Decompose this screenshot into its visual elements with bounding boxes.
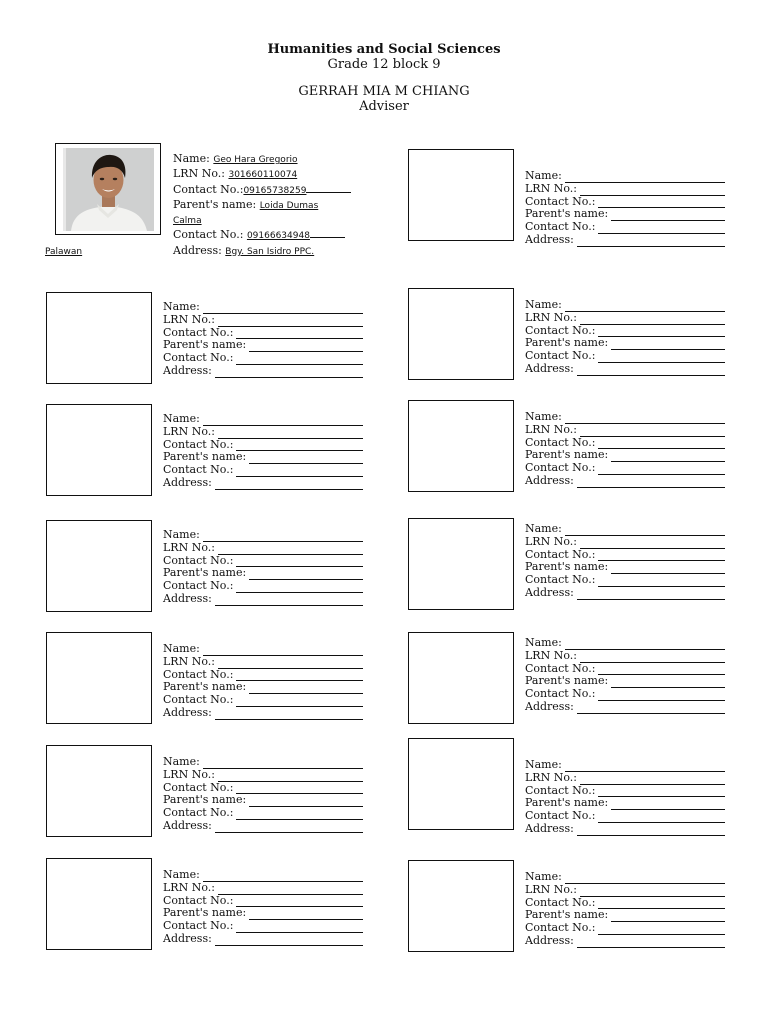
student-info-fields: [163, 413, 363, 490]
lrn-row: [163, 769, 363, 782]
name-row: [525, 170, 725, 183]
contact-label: Contact No.:: [163, 667, 234, 681]
address-blank-line[interactable]: [577, 704, 725, 714]
photo-placeholder: [408, 632, 514, 724]
parent-contact-blank-line[interactable]: [236, 355, 363, 365]
name-label: Name:: [163, 412, 200, 425]
address-row: [163, 707, 363, 720]
student-card-empty: [408, 632, 738, 732]
lrn-blank-line[interactable]: [580, 887, 725, 897]
lrn-row: [525, 312, 725, 325]
parent-blank-line[interactable]: [611, 340, 725, 350]
student-card-empty: [46, 632, 376, 732]
student-portrait-image: [63, 148, 154, 231]
parent-blank-line[interactable]: [249, 910, 363, 920]
lrn-blank-line[interactable]: [218, 659, 363, 669]
parent-contact-label: Contact No.:: [525, 220, 596, 234]
parent-contact-blank-line[interactable]: [236, 923, 363, 933]
contact-label: Contact No.:: [525, 435, 596, 449]
name-label: Name:: [163, 755, 200, 768]
lrn-row: [173, 167, 373, 182]
parent-contact-underline: [310, 229, 345, 238]
address-blank-line[interactable]: [215, 936, 363, 946]
contact-label: Contact No.:: [525, 323, 596, 337]
address-blank-line[interactable]: [215, 596, 363, 606]
parent-contact-blank-line[interactable]: [236, 467, 363, 477]
contact-blank-line[interactable]: [598, 439, 725, 449]
contact-label: Contact No.:: [525, 194, 596, 208]
parent-contact-label: Contact No.:: [525, 573, 596, 587]
address-label: Address:: [525, 933, 574, 947]
grade-heading: Grade 12 block 9: [327, 57, 441, 72]
address-row: [163, 365, 363, 378]
lrn-row: [163, 314, 363, 327]
parent-contact-blank-line[interactable]: [598, 465, 725, 475]
address-row: [163, 820, 363, 833]
name-blank-line[interactable]: [565, 414, 725, 424]
parent-contact-blank-line[interactable]: [236, 697, 363, 707]
address-row: [163, 593, 363, 606]
lrn-row: [163, 542, 363, 555]
name-row: [163, 301, 363, 314]
name-row: [525, 411, 725, 424]
lrn-row: [525, 772, 725, 785]
parent-contact-label: Contact No.:: [525, 809, 596, 823]
student-info: [173, 152, 373, 259]
student-card-empty: [408, 860, 738, 960]
address-row: [525, 475, 725, 488]
lrn-blank-line[interactable]: [580, 775, 725, 785]
parent-contact-label: Contact No.:: [525, 349, 596, 363]
lrn-label: LRN No.:: [525, 181, 577, 195]
student-info-fields: [163, 869, 363, 946]
name-blank-line[interactable]: [565, 640, 725, 650]
parent-blank-line[interactable]: [611, 912, 725, 922]
name-row: [525, 299, 725, 312]
contact-blank-line[interactable]: [598, 551, 725, 561]
address-row: [525, 701, 725, 714]
address-label: Address:: [163, 818, 212, 832]
parent-contact-blank-line[interactable]: [598, 224, 725, 234]
student-info-fields: [525, 411, 725, 488]
contact-blank-line[interactable]: [598, 899, 725, 909]
parent-contact-label: Contact No.:: [163, 919, 234, 933]
parent-label: Parent's name:: [525, 448, 609, 462]
lrn-label: LRN No.:: [163, 312, 215, 326]
lrn-label: LRN No.:: [163, 880, 215, 894]
name-blank-line[interactable]: [203, 872, 363, 882]
lrn-label: LRN No.:: [525, 770, 577, 784]
photo-placeholder: [408, 288, 514, 380]
parent-contact-blank-line[interactable]: [598, 577, 725, 587]
address-row: [163, 477, 363, 490]
student-info-fields: [163, 529, 363, 606]
student-card-empty: [46, 292, 376, 392]
student-info-fields: [525, 871, 725, 948]
parent-blank-line[interactable]: [611, 678, 725, 688]
address-label: Address:: [525, 821, 574, 835]
address-value-2: Palawan: [45, 247, 83, 257]
address-label: Address:: [163, 475, 212, 489]
lrn-blank-line[interactable]: [580, 653, 725, 663]
name-row: [163, 869, 363, 882]
lrn-label: LRN No.:: [525, 648, 577, 662]
name-label: Name:: [525, 298, 562, 311]
student-card-empty: [408, 149, 738, 249]
address-label: Address:: [525, 361, 574, 375]
address-label: Address:: [525, 699, 574, 713]
parent-value-2: Calma: [173, 216, 202, 227]
parent-blank-line[interactable]: [611, 452, 725, 462]
parent-label: Parent's name:: [525, 336, 609, 350]
photo-placeholder: [408, 400, 514, 492]
contact-label: Contact No.:: [163, 325, 234, 339]
name-row: [163, 643, 363, 656]
address-blank-line[interactable]: [577, 590, 725, 600]
parent-contact-label: Contact No.:: [525, 921, 596, 935]
lrn-blank-line[interactable]: [580, 315, 725, 325]
lrn-row: [525, 650, 725, 663]
parent-contact-label: Contact No.:: [163, 463, 234, 477]
address-row: [525, 935, 725, 948]
photo-placeholder: [46, 745, 152, 837]
adviser-title: Adviser: [359, 99, 409, 114]
lrn-label: LRN No.:: [525, 310, 577, 324]
parent-label: Parent's name:: [163, 680, 247, 694]
contact-blank-line[interactable]: [236, 441, 363, 451]
lrn-row: [163, 882, 363, 895]
name-blank-line[interactable]: [203, 304, 363, 314]
address-label: Address:: [163, 591, 212, 605]
name-row: [525, 523, 725, 536]
name-row: [525, 871, 725, 884]
address-blank-line[interactable]: [577, 237, 725, 247]
student-card-filled: [55, 143, 375, 263]
parent-label: Parent's name:: [525, 207, 609, 221]
lrn-blank-line[interactable]: [580, 186, 725, 196]
lrn-row: [525, 884, 725, 897]
contact-row: [173, 183, 373, 198]
parent-contact-label: Contact No.:: [173, 228, 244, 242]
contact-blank-line[interactable]: [598, 198, 725, 208]
student-card-empty: [408, 400, 738, 500]
parent-contact-label: Contact No.:: [525, 687, 596, 701]
student-info-fields: [525, 170, 725, 247]
address-blank-line[interactable]: [577, 826, 725, 836]
parent-contact-blank-line[interactable]: [236, 810, 363, 820]
student-info-fields: [163, 301, 363, 378]
parent-contact-blank-line[interactable]: [598, 353, 725, 363]
student-card-empty: [46, 404, 376, 504]
name-label: Name:: [163, 642, 200, 655]
photo-placeholder: [408, 149, 514, 241]
name-value: Geo Hara Gregorio: [213, 155, 298, 165]
parent-blank-line[interactable]: [249, 342, 363, 352]
lrn-blank-line[interactable]: [580, 427, 725, 437]
name-blank-line[interactable]: [203, 532, 363, 542]
name-blank-line[interactable]: [203, 646, 363, 656]
parent-contact-label: Contact No.:: [163, 806, 234, 820]
address-label: Address:: [163, 931, 212, 945]
photo-placeholder: [46, 404, 152, 496]
lrn-blank-line[interactable]: [580, 539, 725, 549]
name-row: [525, 637, 725, 650]
name-label: Name:: [525, 410, 562, 423]
student-info-fields: [525, 759, 725, 836]
parent-blank-line[interactable]: [249, 570, 363, 580]
contact-label: Contact No.:: [163, 780, 234, 794]
photo-placeholder: [46, 858, 152, 950]
parent-contact-blank-line[interactable]: [598, 691, 725, 701]
name-label: Name:: [525, 636, 562, 649]
parent-label: Parent's name:: [163, 793, 247, 807]
address-blank-line[interactable]: [215, 480, 363, 490]
photo-placeholder: [46, 520, 152, 612]
lrn-row: [163, 656, 363, 669]
student-info-fields: [525, 299, 725, 376]
parent-contact-label: Contact No.:: [163, 693, 234, 707]
photo-placeholder: [46, 292, 152, 384]
contact-blank-line[interactable]: [236, 897, 363, 907]
address-blank-line[interactable]: [215, 823, 363, 833]
lrn-label: LRN No.:: [525, 422, 577, 436]
student-info-fields: [163, 756, 363, 833]
student-card-empty: [46, 520, 376, 620]
student-info-fields: [525, 523, 725, 600]
parent-label: Parent's name:: [163, 906, 247, 920]
photo-placeholder: [408, 860, 514, 952]
name-label: Name:: [173, 152, 210, 165]
address-row: [525, 823, 725, 836]
parent-blank-line[interactable]: [611, 800, 725, 810]
contact-label: Contact No.:: [163, 893, 234, 907]
parent-label: Parent's name:: [163, 338, 247, 352]
parent-blank-line[interactable]: [611, 564, 725, 574]
name-label: Name:: [525, 522, 562, 535]
contact-underline: [306, 184, 351, 193]
parent-blank-line[interactable]: [249, 454, 363, 464]
address-blank-line[interactable]: [577, 478, 725, 488]
parent-blank-line[interactable]: [249, 797, 363, 807]
name-label: Name:: [525, 870, 562, 883]
lrn-row: [525, 424, 725, 437]
lrn-label: LRN No.:: [525, 882, 577, 896]
adviser-name: GERRAH MIA M CHIANG: [298, 84, 470, 99]
contact-label: Contact No.:: [525, 895, 596, 909]
parent-contact-row: [173, 228, 373, 243]
name-blank-line[interactable]: [565, 874, 725, 884]
address-label: Address:: [163, 363, 212, 377]
student-info-fields: [163, 643, 363, 720]
lrn-label: LRN No.:: [163, 767, 215, 781]
contact-blank-line[interactable]: [598, 327, 725, 337]
name-row: [173, 152, 373, 167]
address-row: [163, 933, 363, 946]
name-row: [163, 413, 363, 426]
name-row: [163, 756, 363, 769]
address-label: Address:: [525, 473, 574, 487]
school-heading: Humanities and Social Sciences: [267, 42, 501, 57]
parent-label: Parent's name:: [525, 796, 609, 810]
contact-blank-line[interactable]: [236, 784, 363, 794]
lrn-row: [163, 426, 363, 439]
name-label: Name:: [163, 300, 200, 313]
name-blank-line[interactable]: [565, 526, 725, 536]
name-blank-line[interactable]: [203, 759, 363, 769]
photo-placeholder: [46, 632, 152, 724]
name-row: [525, 759, 725, 772]
name-label: Name:: [525, 169, 562, 182]
lrn-value: 301660110074: [228, 170, 298, 181]
address-row: [525, 363, 725, 376]
parent-row-cont: [173, 213, 373, 228]
address-row: [173, 244, 373, 259]
student-card-empty: [408, 518, 738, 618]
student-photo: [63, 148, 154, 231]
contact-blank-line[interactable]: [598, 665, 725, 675]
lrn-label: LRN No.:: [525, 534, 577, 548]
parent-contact-blank-line[interactable]: [598, 925, 725, 935]
name-blank-line[interactable]: [565, 302, 725, 312]
student-info-fields: [525, 637, 725, 714]
lrn-label: LRN No.:: [173, 167, 225, 181]
parent-contact-blank-line[interactable]: [236, 583, 363, 593]
student-card-empty: [408, 738, 738, 838]
name-blank-line[interactable]: [565, 762, 725, 772]
address-label: Address:: [525, 232, 574, 246]
contact-label: Contact No.:: [525, 661, 596, 675]
parent-contact-blank-line[interactable]: [598, 813, 725, 823]
lrn-blank-line[interactable]: [218, 429, 363, 439]
address-row: [525, 587, 725, 600]
address-label: Address:: [525, 585, 574, 599]
lrn-label: LRN No.:: [163, 424, 215, 438]
parent-contact-label: Contact No.:: [163, 351, 234, 365]
student-card-empty: [46, 858, 376, 958]
name-row: [163, 529, 363, 542]
contact-label: Contact No.:: [525, 783, 596, 797]
lrn-blank-line[interactable]: [218, 885, 363, 895]
parent-contact-label: Contact No.:: [525, 461, 596, 475]
parent-label: Parent's name:: [173, 197, 257, 211]
address-row: [525, 234, 725, 247]
address-label: Address:: [163, 705, 212, 719]
parent-blank-line[interactable]: [611, 211, 725, 221]
parent-blank-line[interactable]: [249, 684, 363, 694]
student-card-empty: [408, 288, 738, 388]
parent-contact-label: Contact No.:: [163, 579, 234, 593]
parent-contact-value: 09166634948: [246, 231, 310, 242]
contact-blank-line[interactable]: [236, 329, 363, 339]
lrn-row: [525, 536, 725, 549]
lrn-label: LRN No.:: [163, 654, 215, 668]
photo-placeholder: [408, 518, 514, 610]
address-value-1: Bgy. San Isidro PPC.: [225, 246, 315, 257]
contact-label: Contact No.:: [163, 437, 234, 451]
address-blank-line[interactable]: [577, 938, 725, 948]
name-blank-line[interactable]: [203, 416, 363, 426]
address-blank-line[interactable]: [577, 366, 725, 376]
name-blank-line[interactable]: [565, 173, 725, 183]
parent-label: Parent's name:: [163, 566, 247, 580]
parent-row: [173, 198, 373, 213]
parent-label: Parent's name:: [525, 908, 609, 922]
parent-label: Parent's name:: [163, 450, 247, 464]
lrn-blank-line[interactable]: [218, 317, 363, 327]
contact-blank-line[interactable]: [236, 557, 363, 567]
address-label: Address:: [173, 243, 222, 257]
lrn-blank-line[interactable]: [218, 772, 363, 782]
contact-label: Contact No.:: [525, 547, 596, 561]
parent-label: Parent's name:: [525, 674, 609, 688]
address-blank-line[interactable]: [215, 368, 363, 378]
contact-label: Contact No.:: [163, 553, 234, 567]
contact-label: Contact No.:: [173, 182, 244, 196]
photo-placeholder: [408, 738, 514, 830]
name-label: Name:: [525, 758, 562, 771]
name-label: Name:: [163, 528, 200, 541]
contact-blank-line[interactable]: [236, 671, 363, 681]
contact-blank-line[interactable]: [598, 787, 725, 797]
address-blank-line[interactable]: [215, 710, 363, 720]
name-label: Name:: [163, 868, 200, 881]
parent-label: Parent's name:: [525, 560, 609, 574]
contact-value: 09165738259: [243, 185, 307, 196]
lrn-label: LRN No.:: [163, 540, 215, 554]
lrn-blank-line[interactable]: [218, 545, 363, 555]
student-photo-frame: [55, 143, 161, 235]
lrn-row: [525, 183, 725, 196]
student-card-empty: [46, 745, 376, 845]
parent-value-1: Loida Dumas: [259, 200, 319, 211]
